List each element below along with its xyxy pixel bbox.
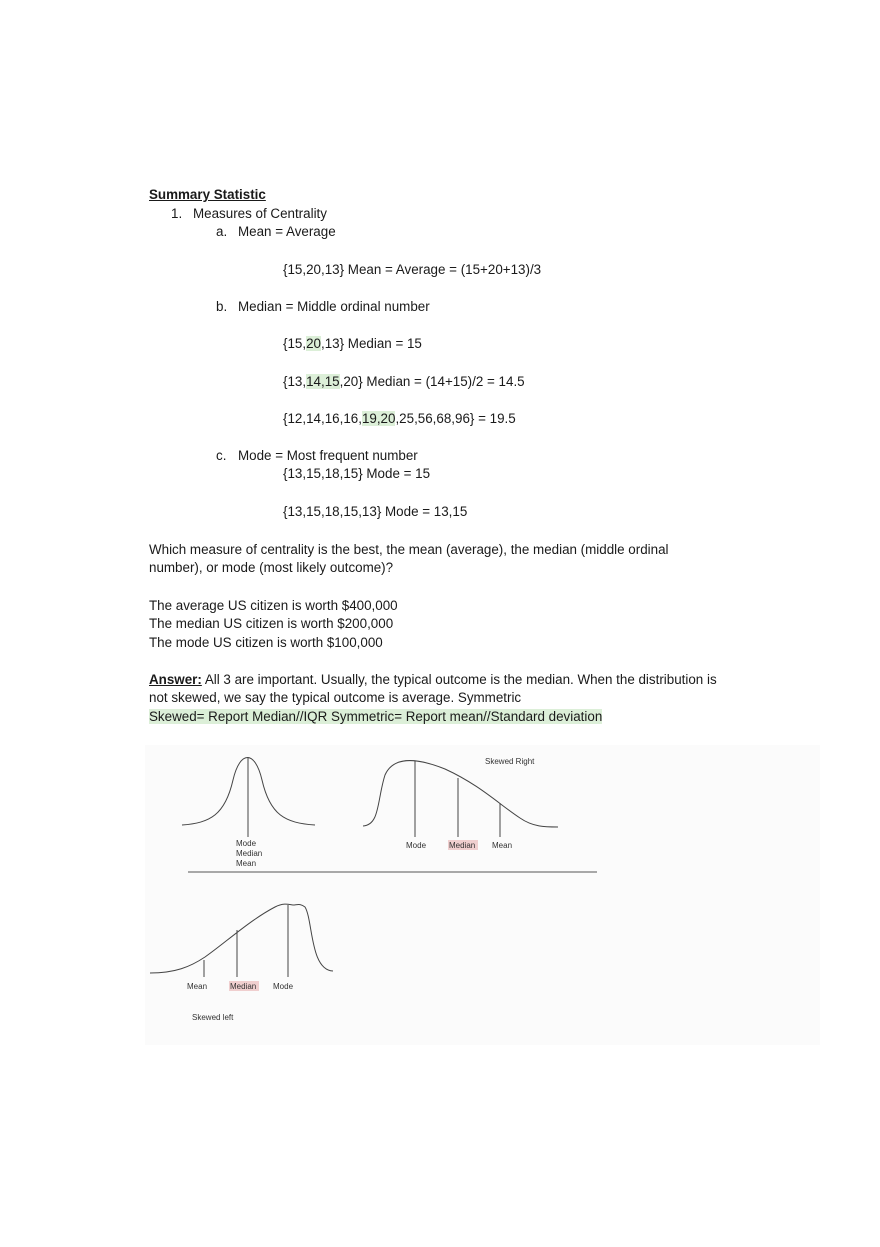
median-example-1-post: ,13} Median = 15 (321, 336, 422, 351)
skewed-left-title: Skewed left (192, 1013, 234, 1022)
answer-summary-highlight: Skewed= Report Median//IQR Symmetric= Report mean//Standard deviation (149, 709, 603, 724)
answer-line-2: not skewed, we say the typical outcome is average. Symmetric (149, 690, 522, 705)
section-title: Summary Statistic (149, 187, 266, 202)
mode-definition: Mode = Most frequent number (238, 448, 418, 463)
median-example-3-post: ,25,56,68,96} = 19.5 (395, 411, 516, 426)
symmetric-median-label: Median (236, 849, 263, 858)
sublist-letter-b: b. (216, 299, 228, 314)
median-example-2-post: ,20} Median = (14+15)/2 = 14.5 (339, 374, 525, 389)
median-example-3-pre: {12,14,16,16, (283, 411, 362, 426)
worth-median: The median US citizen is worth $200,000 (149, 616, 394, 631)
distribution-figure (145, 745, 820, 1045)
answer-text-1: All 3 are important. Usually, the typical outcome is the median. When the distribution is (201, 672, 717, 687)
figure-background (145, 745, 820, 1045)
median-example-2-highlight: 14,15 (306, 374, 340, 389)
worth-average: The average US citizen is worth $400,000 (149, 598, 398, 613)
median-example-3-highlight: 19,20 (361, 411, 396, 426)
median-example-3 (283, 410, 516, 428)
skewed-left-median-label: Median (230, 982, 257, 991)
answer-line-3 (149, 708, 602, 726)
mean-example: {15,20,13} Mean = Average = (15+20+13)/3 (283, 262, 542, 277)
median-example-2-pre: {13, (283, 374, 307, 389)
median-example-1 (283, 335, 422, 353)
answer-line-1 (149, 671, 717, 689)
median-example-1-highlight: 20 (306, 336, 321, 351)
worth-mode: The mode US citizen is worth $100,000 (149, 635, 383, 650)
distribution-diagrams (145, 745, 820, 1045)
question-line-1: Which measure of centrality is the best, the mean (average), the median (middle ordinal (149, 542, 669, 557)
skewed-right-title: Skewed Right (485, 757, 535, 766)
answer-label: Answer: (149, 672, 202, 687)
symmetric-mode-label: Mode (236, 839, 257, 848)
median-definition: Median = Middle ordinal number (238, 299, 430, 314)
skewed-right-mean-label: Mean (492, 841, 513, 850)
median-example-1-pre: {15, (283, 336, 307, 351)
mode-example-2: {13,15,18,15,13} Mode = 13,15 (283, 504, 468, 519)
skewed-right-mode-label: Mode (406, 841, 427, 850)
list-number-1: 1. (171, 206, 183, 221)
question-line-2: number), or mode (most likely outcome)? (149, 560, 394, 575)
mean-definition: Mean = Average (238, 224, 336, 239)
symmetric-mean-label: Mean (236, 859, 257, 868)
list-item-centrality: Measures of Centrality (193, 206, 327, 221)
mode-example-1: {13,15,18,15} Mode = 15 (283, 466, 431, 481)
sublist-letter-c: c. (216, 448, 227, 463)
skewed-left-mean-label: Mean (187, 982, 208, 991)
sublist-letter-a: a. (216, 224, 228, 239)
skewed-left-mode-label: Mode (273, 982, 294, 991)
median-example-2 (283, 373, 525, 391)
skewed-right-median-label: Median (449, 841, 476, 850)
